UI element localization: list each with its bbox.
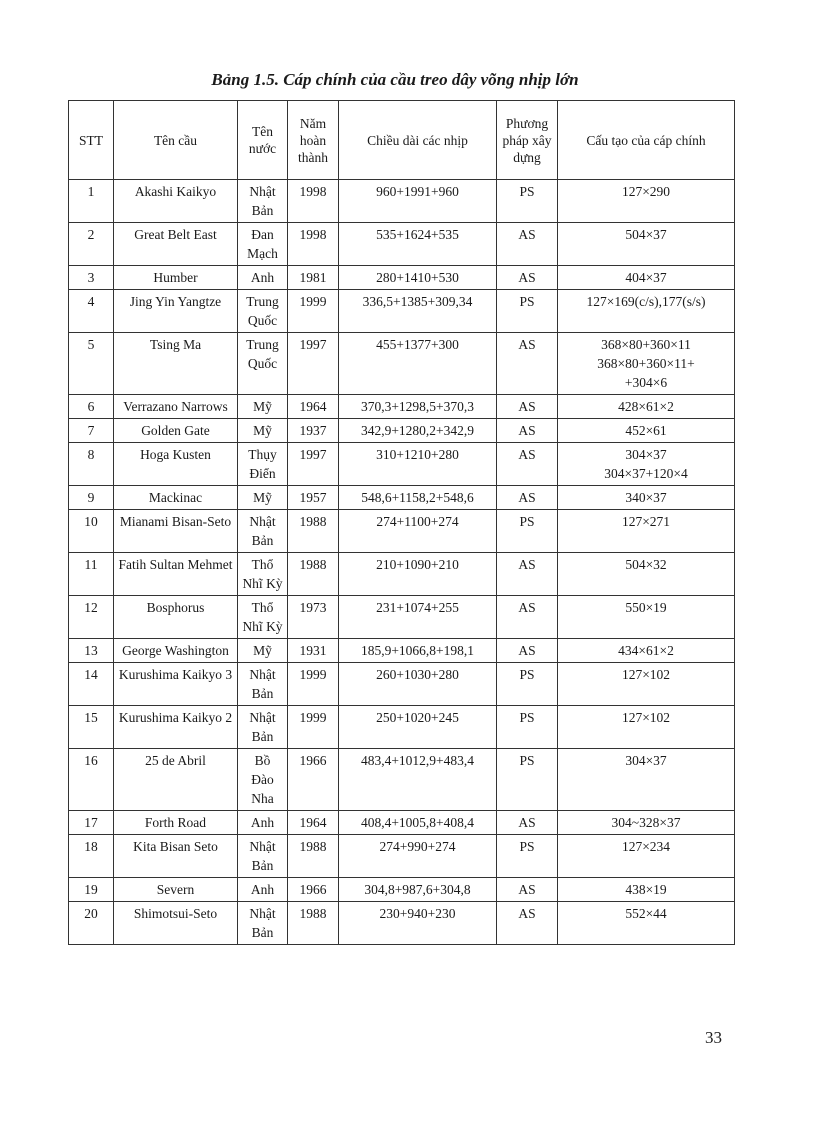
cell-stt: 1 [69, 180, 114, 223]
cell-cable: 428×61×2 [558, 395, 735, 419]
cell-cable: 504×32 [558, 553, 735, 596]
cell-stt: 17 [69, 811, 114, 835]
header-year: Năm hoàn thành [288, 101, 339, 180]
cell-method: AS [497, 639, 558, 663]
cell-name: Hoga Kusten [114, 443, 238, 486]
cell-cable: 552×44 [558, 902, 735, 945]
cell-name: Bosphorus [114, 596, 238, 639]
cell-country: Trung Quốc [238, 290, 288, 333]
cell-country: Thổ Nhĩ Kỳ [238, 596, 288, 639]
cell-year: 1988 [288, 835, 339, 878]
header-stt: STT [69, 101, 114, 180]
cell-cable: 304~328×37 [558, 811, 735, 835]
cell-cable: 368×80+360×11 368×80+360×11+ +304×6 [558, 333, 735, 395]
cell-country: Anh [238, 878, 288, 902]
table-row [69, 902, 735, 945]
cell-country: Đan Mạch [238, 223, 288, 266]
table-row [69, 835, 735, 878]
cell-country: Thổ Nhĩ Kỳ [238, 553, 288, 596]
cell-method: AS [497, 443, 558, 486]
header-spans: Chiều dài các nhịp [339, 101, 497, 180]
cell-method: AS [497, 596, 558, 639]
cell-spans: 535+1624+535 [339, 223, 497, 266]
cell-country: Nhật Bản [238, 706, 288, 749]
cell-year: 1981 [288, 266, 339, 290]
cell-cable: 304×37 [558, 749, 735, 811]
cell-country: Nhật Bản [238, 835, 288, 878]
cell-stt: 15 [69, 706, 114, 749]
cell-method: PS [497, 706, 558, 749]
table-row [69, 878, 735, 902]
cell-spans: 230+940+230 [339, 902, 497, 945]
cell-name: Forth Road [114, 811, 238, 835]
cell-name: Golden Gate [114, 419, 238, 443]
cell-name: Severn [114, 878, 238, 902]
cell-name: Kurushima Kaikyo 2 [114, 706, 238, 749]
cell-method: PS [497, 749, 558, 811]
cell-spans: 274+990+274 [339, 835, 497, 878]
cell-spans: 310+1210+280 [339, 443, 497, 486]
cell-cable: 127×169(c/s),177(s/s) [558, 290, 735, 333]
cell-name: Tsing Ma [114, 333, 238, 395]
cell-cable: 550×19 [558, 596, 735, 639]
table-row [69, 290, 735, 333]
table-row [69, 223, 735, 266]
cell-spans: 483,4+1012,9+483,4 [339, 749, 497, 811]
cell-name: Fatih Sultan Mehmet [114, 553, 238, 596]
table-row [69, 811, 735, 835]
cell-stt: 20 [69, 902, 114, 945]
table-row [69, 749, 735, 811]
cell-spans: 304,8+987,6+304,8 [339, 878, 497, 902]
cell-cable: 127×234 [558, 835, 735, 878]
cell-year: 1973 [288, 596, 339, 639]
table-row [69, 333, 735, 395]
cell-year: 1988 [288, 553, 339, 596]
cell-spans: 408,4+1005,8+408,4 [339, 811, 497, 835]
cell-country: Trung Quốc [238, 333, 288, 395]
cell-stt: 18 [69, 835, 114, 878]
cell-stt: 7 [69, 419, 114, 443]
cell-country: Nhật Bản [238, 180, 288, 223]
cell-method: AS [497, 878, 558, 902]
cell-country: Mỹ [238, 639, 288, 663]
cell-stt: 9 [69, 486, 114, 510]
cell-method: AS [497, 811, 558, 835]
cell-method: AS [497, 266, 558, 290]
cell-spans: 185,9+1066,8+198,1 [339, 639, 497, 663]
cell-year: 1998 [288, 223, 339, 266]
cell-stt: 11 [69, 553, 114, 596]
table-row [69, 639, 735, 663]
cell-spans: 455+1377+300 [339, 333, 497, 395]
header-name: Tên cầu [114, 101, 238, 180]
cell-stt: 6 [69, 395, 114, 419]
cell-cable: 504×37 [558, 223, 735, 266]
page-number: 33 [705, 1028, 722, 1047]
cell-cable: 404×37 [558, 266, 735, 290]
cell-year: 1937 [288, 419, 339, 443]
cell-spans: 274+1100+274 [339, 510, 497, 553]
cell-method: PS [497, 835, 558, 878]
cell-stt: 4 [69, 290, 114, 333]
cell-method: PS [497, 510, 558, 553]
cell-year: 1957 [288, 486, 339, 510]
cell-stt: 10 [69, 510, 114, 553]
cell-method: AS [497, 486, 558, 510]
header-row [69, 101, 735, 180]
cell-spans: 250+1020+245 [339, 706, 497, 749]
cell-year: 1999 [288, 663, 339, 706]
cell-country: Thụy Điển [238, 443, 288, 486]
cell-cable: 127×102 [558, 663, 735, 706]
cell-method: AS [497, 419, 558, 443]
cell-year: 1988 [288, 902, 339, 945]
cell-country: Mỹ [238, 419, 288, 443]
cell-cable: 127×271 [558, 510, 735, 553]
cell-name: Great Belt East [114, 223, 238, 266]
table-caption: Bảng 1.5. Cáp chính của cầu treo dây võng nhịp lớn [211, 70, 579, 89]
cell-country: Anh [238, 811, 288, 835]
table-row [69, 596, 735, 639]
cell-cable: 340×37 [558, 486, 735, 510]
table-row [69, 443, 735, 486]
table-row [69, 266, 735, 290]
cell-country: Nhật Bản [238, 510, 288, 553]
cell-name: Humber [114, 266, 238, 290]
cell-year: 1999 [288, 290, 339, 333]
cell-stt: 19 [69, 878, 114, 902]
cell-year: 1931 [288, 639, 339, 663]
table-row [69, 486, 735, 510]
cell-stt: 2 [69, 223, 114, 266]
bridges-table [68, 100, 735, 945]
cell-year: 1997 [288, 333, 339, 395]
cell-name: Kurushima Kaikyo 3 [114, 663, 238, 706]
cell-country: Nhật Bản [238, 902, 288, 945]
cell-method: AS [497, 395, 558, 419]
cell-country: Mỹ [238, 486, 288, 510]
cell-cable: 438×19 [558, 878, 735, 902]
cell-name: Shimotsui-Seto [114, 902, 238, 945]
cell-year: 1998 [288, 180, 339, 223]
cell-country: Anh [238, 266, 288, 290]
cell-stt: 14 [69, 663, 114, 706]
cell-spans: 260+1030+280 [339, 663, 497, 706]
cell-cable: 434×61×2 [558, 639, 735, 663]
cell-cable: 452×61 [558, 419, 735, 443]
cell-spans: 280+1410+530 [339, 266, 497, 290]
cell-year: 1966 [288, 749, 339, 811]
cell-stt: 13 [69, 639, 114, 663]
cell-cable: 127×102 [558, 706, 735, 749]
cell-stt: 5 [69, 333, 114, 395]
table-row [69, 706, 735, 749]
cell-name: Akashi Kaikyo [114, 180, 238, 223]
cell-spans: 960+1991+960 [339, 180, 497, 223]
cell-method: AS [497, 333, 558, 395]
cell-country: Mỹ [238, 395, 288, 419]
cell-name: Verrazano Narrows [114, 395, 238, 419]
cell-cable: 127×290 [558, 180, 735, 223]
cell-method: AS [497, 553, 558, 596]
cell-spans: 210+1090+210 [339, 553, 497, 596]
table-row [69, 663, 735, 706]
cell-year: 1966 [288, 878, 339, 902]
cell-method: AS [497, 223, 558, 266]
table-row [69, 419, 735, 443]
header-method: Phương pháp xây dựng [497, 101, 558, 180]
cell-spans: 548,6+1158,2+548,6 [339, 486, 497, 510]
table-body [69, 180, 735, 945]
cell-name: Mianami Bisan-Seto [114, 510, 238, 553]
cell-name: Mackinac [114, 486, 238, 510]
cell-name: George Washington [114, 639, 238, 663]
cell-spans: 370,3+1298,5+370,3 [339, 395, 497, 419]
cell-cable: 304×37 304×37+120×4 [558, 443, 735, 486]
header-country: Tên nước [238, 101, 288, 180]
cell-method: AS [497, 902, 558, 945]
cell-method: PS [497, 180, 558, 223]
cell-name: Jing Yin Yangtze [114, 290, 238, 333]
cell-stt: 16 [69, 749, 114, 811]
cell-year: 1964 [288, 811, 339, 835]
cell-year: 1997 [288, 443, 339, 486]
cell-name: Kita Bisan Seto [114, 835, 238, 878]
cell-year: 1988 [288, 510, 339, 553]
cell-stt: 8 [69, 443, 114, 486]
cell-method: PS [497, 290, 558, 333]
table-row [69, 510, 735, 553]
cell-spans: 342,9+1280,2+342,9 [339, 419, 497, 443]
table-row [69, 180, 735, 223]
cell-stt: 12 [69, 596, 114, 639]
header-cable: Cấu tạo của cáp chính [558, 101, 735, 180]
cell-stt: 3 [69, 266, 114, 290]
cell-country: Bồ Đào Nha [238, 749, 288, 811]
table-row [69, 553, 735, 596]
cell-method: PS [497, 663, 558, 706]
cell-spans: 231+1074+255 [339, 596, 497, 639]
cell-name: 25 de Abril [114, 749, 238, 811]
cell-spans: 336,5+1385+309,34 [339, 290, 497, 333]
table-row [69, 395, 735, 419]
cell-year: 1999 [288, 706, 339, 749]
cell-year: 1964 [288, 395, 339, 419]
cell-country: Nhật Bản [238, 663, 288, 706]
